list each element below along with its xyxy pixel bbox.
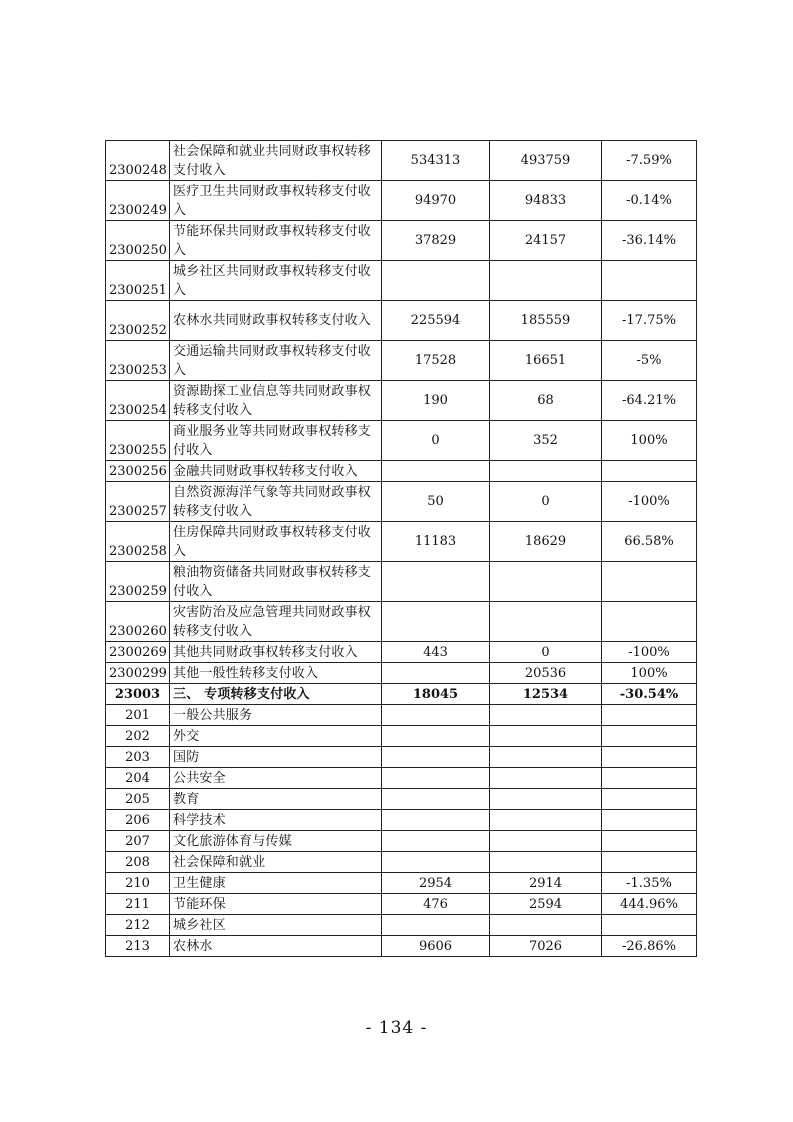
row-name: 交通运输共同财政事权转移支付收入 — [170, 341, 382, 381]
row-code: 2300253 — [106, 341, 170, 381]
row-change-percent: -5% — [602, 341, 697, 381]
row-change-percent: -36.14% — [602, 221, 697, 261]
table-row — [106, 726, 697, 747]
row-code: 2300255 — [106, 421, 170, 461]
table-row — [106, 852, 697, 873]
row-value-2020 — [382, 852, 490, 873]
row-change-percent — [602, 915, 697, 936]
row-name: 节能环保共同财政事权转移支付收入 — [170, 221, 382, 261]
row-value-2021 — [490, 602, 602, 642]
row-value-2021: 18629 — [490, 522, 602, 562]
row-name: 城乡社区共同财政事权转移支付收入 — [170, 261, 382, 301]
row-value-2020 — [382, 261, 490, 301]
row-code: 2300260 — [106, 602, 170, 642]
table-row — [106, 381, 697, 421]
row-name: 文化旅游体育与传媒 — [170, 831, 382, 852]
row-name: 农林水共同财政事权转移支付收入 — [170, 301, 382, 341]
row-change-percent: -26.86% — [602, 936, 697, 957]
row-name: 卫生健康 — [170, 873, 382, 894]
table-row — [106, 936, 697, 957]
table-row — [106, 768, 697, 789]
row-name: 教育 — [170, 789, 382, 810]
row-value-2020: 9606 — [382, 936, 490, 957]
row-value-2021: 68 — [490, 381, 602, 421]
table-row — [106, 915, 697, 936]
table-row — [106, 301, 697, 341]
row-name: 三、 专项转移支付收入 — [170, 684, 382, 705]
row-value-2020: 2954 — [382, 873, 490, 894]
row-code: 203 — [106, 747, 170, 768]
row-name: 一般公共服务 — [170, 705, 382, 726]
row-value-2021 — [490, 915, 602, 936]
row-name: 自然资源海洋气象等共同财政事权转移支付收入 — [170, 482, 382, 522]
row-value-2021 — [490, 261, 602, 301]
table-row — [106, 684, 697, 705]
row-change-percent — [602, 461, 697, 482]
row-value-2020: 37829 — [382, 221, 490, 261]
table-row — [106, 141, 697, 181]
budget-table — [105, 140, 697, 957]
row-value-2020 — [382, 602, 490, 642]
row-code: 2300269 — [106, 642, 170, 663]
row-value-2020 — [382, 562, 490, 602]
row-value-2020: 50 — [382, 482, 490, 522]
row-code: 210 — [106, 873, 170, 894]
table-row — [106, 421, 697, 461]
row-value-2021: 7026 — [490, 936, 602, 957]
row-value-2020: 11183 — [382, 522, 490, 562]
row-code: 212 — [106, 915, 170, 936]
table-row — [106, 642, 697, 663]
row-name: 社会保障和就业 — [170, 852, 382, 873]
row-value-2021: 94833 — [490, 181, 602, 221]
table-row — [106, 663, 697, 684]
row-change-percent — [602, 789, 697, 810]
row-change-percent: -7.59% — [602, 141, 697, 181]
row-change-percent: -100% — [602, 482, 697, 522]
row-value-2021: 2914 — [490, 873, 602, 894]
row-value-2021 — [490, 768, 602, 789]
row-name: 其他一般性转移支付收入 — [170, 663, 382, 684]
row-value-2021: 352 — [490, 421, 602, 461]
table-row — [106, 705, 697, 726]
row-value-2020 — [382, 831, 490, 852]
row-value-2020 — [382, 705, 490, 726]
row-code: 208 — [106, 852, 170, 873]
row-value-2020 — [382, 461, 490, 482]
row-name: 国防 — [170, 747, 382, 768]
row-name: 农林水 — [170, 936, 382, 957]
row-value-2020 — [382, 747, 490, 768]
row-value-2020 — [382, 663, 490, 684]
table-row — [106, 831, 697, 852]
row-code: 205 — [106, 789, 170, 810]
row-change-percent: 444.96% — [602, 894, 697, 915]
row-value-2020: 225594 — [382, 301, 490, 341]
row-change-percent: -0.14% — [602, 181, 697, 221]
row-value-2021: 185559 — [490, 301, 602, 341]
row-value-2020: 17528 — [382, 341, 490, 381]
row-code: 23003 — [106, 684, 170, 705]
table-row — [106, 341, 697, 381]
row-value-2021: 493759 — [490, 141, 602, 181]
row-change-percent: 100% — [602, 663, 697, 684]
row-value-2020 — [382, 915, 490, 936]
row-value-2021 — [490, 705, 602, 726]
table-row — [106, 602, 697, 642]
row-change-percent — [602, 810, 697, 831]
row-code: 2300257 — [106, 482, 170, 522]
row-value-2021 — [490, 831, 602, 852]
row-code: 2300250 — [106, 221, 170, 261]
row-code: 206 — [106, 810, 170, 831]
row-value-2021 — [490, 726, 602, 747]
row-code: 211 — [106, 894, 170, 915]
row-value-2021: 24157 — [490, 221, 602, 261]
row-change-percent: 100% — [602, 421, 697, 461]
row-value-2020: 534313 — [382, 141, 490, 181]
row-name: 粮油物资储备共同财政事权转移支付收入 — [170, 562, 382, 602]
table-row — [106, 810, 697, 831]
row-code: 207 — [106, 831, 170, 852]
row-code: 202 — [106, 726, 170, 747]
row-value-2021 — [490, 461, 602, 482]
row-value-2021 — [490, 789, 602, 810]
row-name: 灾害防治及应急管理共同财政事权转移支付收入 — [170, 602, 382, 642]
row-value-2021 — [490, 747, 602, 768]
row-code: 2300248 — [106, 141, 170, 181]
row-code: 2300299 — [106, 663, 170, 684]
budget-table-body — [106, 141, 697, 957]
row-change-percent — [602, 831, 697, 852]
row-code: 204 — [106, 768, 170, 789]
row-change-percent: 66.58% — [602, 522, 697, 562]
table-row — [106, 747, 697, 768]
row-code: 2300256 — [106, 461, 170, 482]
row-change-percent — [602, 747, 697, 768]
row-name: 商业服务业等共同财政事权转移支付收入 — [170, 421, 382, 461]
row-code: 213 — [106, 936, 170, 957]
table-row — [106, 562, 697, 602]
row-name: 节能环保 — [170, 894, 382, 915]
row-value-2020 — [382, 768, 490, 789]
table-row — [106, 522, 697, 562]
row-value-2020 — [382, 789, 490, 810]
row-value-2020 — [382, 726, 490, 747]
row-name: 住房保障共同财政事权转移支付收入 — [170, 522, 382, 562]
row-change-percent — [602, 852, 697, 873]
row-change-percent — [602, 768, 697, 789]
row-change-percent: -100% — [602, 642, 697, 663]
row-code: 2300249 — [106, 181, 170, 221]
row-name: 社会保障和就业共同财政事权转移支付收入 — [170, 141, 382, 181]
row-value-2020 — [382, 810, 490, 831]
table-row — [106, 482, 697, 522]
row-change-percent — [602, 726, 697, 747]
table-row — [106, 221, 697, 261]
row-value-2020: 18045 — [382, 684, 490, 705]
row-value-2021 — [490, 852, 602, 873]
row-value-2020: 190 — [382, 381, 490, 421]
row-name: 城乡社区 — [170, 915, 382, 936]
table-row — [106, 873, 697, 894]
row-value-2021: 2594 — [490, 894, 602, 915]
row-value-2021: 0 — [490, 642, 602, 663]
row-value-2020: 94970 — [382, 181, 490, 221]
row-value-2021: 0 — [490, 482, 602, 522]
row-code: 2300252 — [106, 301, 170, 341]
row-name: 公共安全 — [170, 768, 382, 789]
row-name: 资源勘探工业信息等共同财政事权转移支付收入 — [170, 381, 382, 421]
row-value-2020: 443 — [382, 642, 490, 663]
table-row — [106, 261, 697, 301]
row-value-2020: 476 — [382, 894, 490, 915]
row-name: 医疗卫生共同财政事权转移支付收入 — [170, 181, 382, 221]
row-value-2021: 12534 — [490, 684, 602, 705]
row-change-percent: -30.54% — [602, 684, 697, 705]
row-value-2021 — [490, 562, 602, 602]
row-name: 金融共同财政事权转移支付收入 — [170, 461, 382, 482]
row-change-percent: -1.35% — [602, 873, 697, 894]
row-code: 201 — [106, 705, 170, 726]
row-value-2021: 20536 — [490, 663, 602, 684]
row-change-percent — [602, 562, 697, 602]
row-change-percent — [602, 602, 697, 642]
row-value-2021: 16651 — [490, 341, 602, 381]
row-value-2020: 0 — [382, 421, 490, 461]
page-number: - 134 - — [365, 1018, 428, 1038]
table-row — [106, 894, 697, 915]
row-code: 2300258 — [106, 522, 170, 562]
table-row — [106, 461, 697, 482]
table-row — [106, 789, 697, 810]
table-row — [106, 181, 697, 221]
row-code: 2300259 — [106, 562, 170, 602]
row-name: 科学技术 — [170, 810, 382, 831]
row-code: 2300254 — [106, 381, 170, 421]
row-change-percent — [602, 261, 697, 301]
row-change-percent: -17.75% — [602, 301, 697, 341]
row-code: 2300251 — [106, 261, 170, 301]
row-name: 其他共同财政事权转移支付收入 — [170, 642, 382, 663]
row-name: 外交 — [170, 726, 382, 747]
row-value-2021 — [490, 810, 602, 831]
row-change-percent: -64.21% — [602, 381, 697, 421]
row-change-percent — [602, 705, 697, 726]
